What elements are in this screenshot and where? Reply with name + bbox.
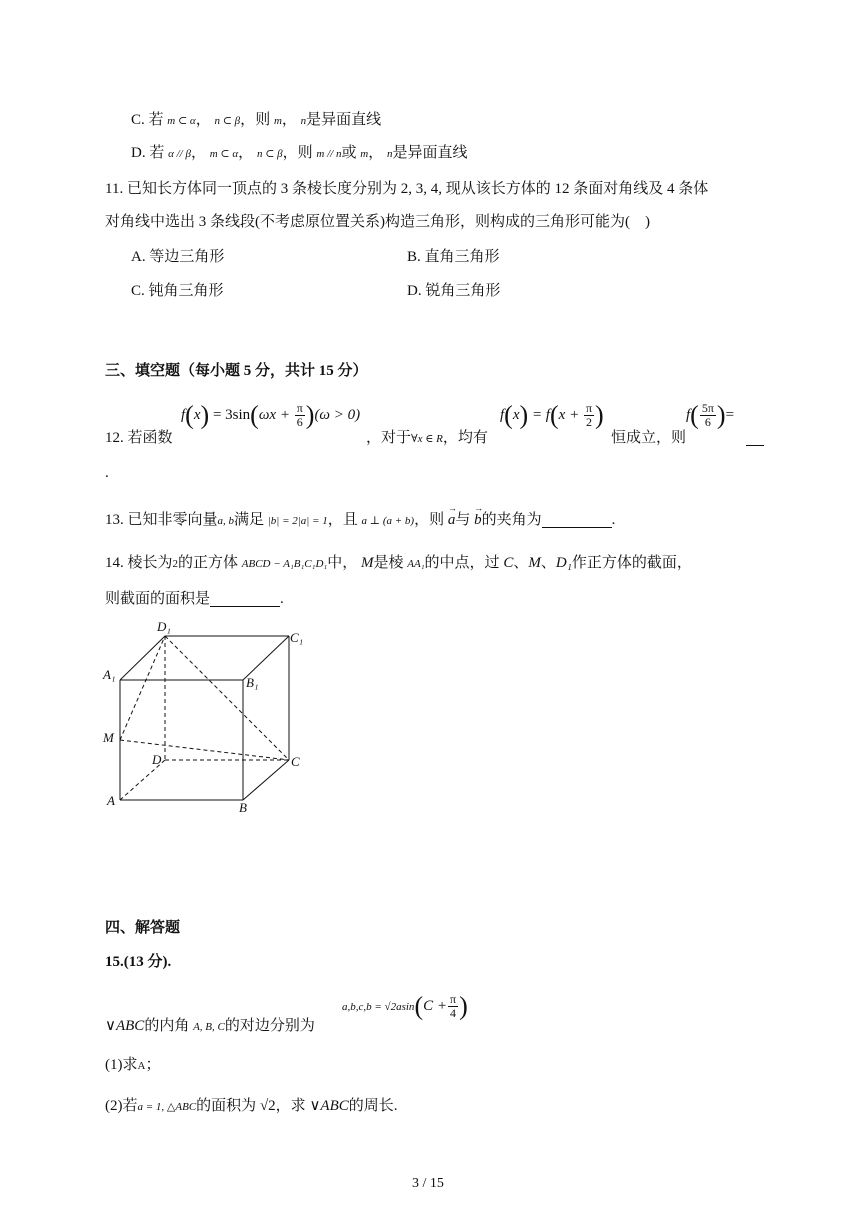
q11-option-a: A. 等边三角形 bbox=[131, 249, 225, 265]
q15-condition: a,b,c,b = √2asin(C + $\frac{\pi}{4}$ ) bbox=[342, 991, 468, 1021]
q13-answer-blank[interactable] bbox=[542, 513, 612, 528]
edge-b-c bbox=[243, 760, 289, 800]
q10d-conclusion: 是异面直线 bbox=[392, 145, 468, 161]
dashed-d1-c bbox=[165, 636, 289, 760]
q14-answer-blank[interactable] bbox=[210, 592, 280, 607]
q12-f3: f bbox=[686, 407, 691, 424]
q13-vector-a: → a bbox=[448, 513, 456, 528]
q12-answer-blank[interactable] bbox=[746, 444, 764, 446]
q12-label: 12. 若函数 bbox=[105, 430, 173, 446]
q10c-label: C. 若 bbox=[131, 112, 164, 128]
q14-midpoint-through: 的中点，过 bbox=[424, 555, 500, 571]
q10c-conclusion: 是异面直线 bbox=[306, 112, 382, 128]
q14-point-c: C bbox=[503, 555, 514, 571]
q13-magnitude-cond: |b| = 2|a| = 1 bbox=[267, 515, 328, 527]
q15-sqrt2: √2 bbox=[259, 1098, 276, 1114]
q15-c-plus: C + bbox=[423, 998, 447, 1015]
q15-inner-angles: 的内角 bbox=[144, 1018, 190, 1034]
q14-point-m2: M bbox=[528, 555, 541, 571]
q12-function-def: f(x) = 3sin(ωx + $\frac{\pi}{6}$ )(ω > 0) bbox=[181, 400, 361, 430]
q13-vectors: a, b bbox=[217, 515, 235, 527]
q13-label: 13. 已知非零向量 bbox=[105, 512, 218, 528]
q14-section-text: 作正方体的截面， bbox=[571, 555, 692, 571]
label-c1: C₁ bbox=[290, 630, 304, 645]
label-a: A bbox=[107, 793, 115, 808]
q10d-m: m bbox=[360, 148, 369, 160]
q12-omega-x: ωx + bbox=[258, 407, 290, 424]
q12-forall: ∀x ∈ R bbox=[411, 433, 443, 445]
q11-option-d: D. 锐角三角形 bbox=[407, 283, 501, 299]
q10d-or: 或 bbox=[341, 145, 357, 161]
q13 bbox=[105, 513, 615, 528]
q13-vector-b: → b bbox=[474, 513, 482, 528]
q14-cube-name: ABCD − A₁B₁C₁D₁ bbox=[241, 558, 328, 570]
q14-is-edge: 是棱 bbox=[373, 555, 404, 571]
q15-head: 15.(13 分). bbox=[105, 954, 172, 970]
q12-equals: = bbox=[725, 407, 735, 424]
q13-perp-cond: a ⊥ (a + b) bbox=[361, 515, 415, 527]
q10c-n: n bbox=[300, 115, 307, 127]
section-3-heading: 三、填空题（每小题 5 分，共计 15 分） bbox=[105, 363, 368, 379]
q13-satisfy: 满足 bbox=[234, 512, 265, 528]
q12-pi-over-6: $\frac{\pi}{6}$ bbox=[296, 401, 303, 430]
q15-triangle2: ∨ABC bbox=[309, 1098, 349, 1114]
q12-have: ，均有 bbox=[442, 430, 488, 446]
q14-cube-text: 的正方体 bbox=[178, 555, 239, 571]
q12-forall-text bbox=[366, 431, 488, 446]
label-b: B bbox=[239, 800, 247, 815]
section-4-heading: 四、解答题 bbox=[105, 920, 181, 936]
q10d-m-parallel-n: m // n bbox=[316, 148, 342, 160]
q12-holds-then: 恒成立，则 bbox=[611, 430, 687, 446]
q11-option-b: B. 直角三角形 bbox=[407, 249, 500, 265]
q10d-n-subset-beta: n ⊂ β bbox=[256, 148, 283, 160]
q14-in: 中， bbox=[327, 555, 358, 571]
label-b1: B₁ bbox=[246, 675, 259, 690]
q14-label: 14. 棱长为 bbox=[105, 555, 173, 571]
q10c-m: m bbox=[273, 115, 282, 127]
page-number: 3 / 15 bbox=[412, 1176, 444, 1191]
q14-point-m: M bbox=[361, 555, 374, 571]
edge-b1-c1 bbox=[243, 636, 289, 680]
q12-x: x bbox=[193, 407, 201, 424]
q12-trailing-dot: . bbox=[105, 465, 109, 481]
q15-triangle: ∨ABC bbox=[105, 1018, 145, 1034]
q15-part2-find: ，求 bbox=[275, 1098, 306, 1114]
dashed-m-c bbox=[120, 740, 289, 760]
q12-x2: x bbox=[512, 407, 520, 424]
q15-statement bbox=[105, 1019, 315, 1034]
q12-x-plus: x + bbox=[558, 407, 580, 424]
q14-edge-length: 2 bbox=[172, 558, 179, 570]
label-c: C bbox=[291, 754, 300, 769]
q10d-label: D. 若 bbox=[131, 145, 165, 161]
q12-f2: f bbox=[500, 407, 505, 424]
edge-a1-d1 bbox=[120, 636, 165, 680]
cube-figure bbox=[100, 615, 320, 820]
q15-perimeter: 的周长. bbox=[348, 1098, 398, 1114]
q15-part1-a: A bbox=[137, 1060, 146, 1072]
q12-evaluate: f( $\frac{5\pi}{6}$ )= bbox=[686, 400, 735, 430]
q15-part2-area: 的面积为 bbox=[196, 1098, 257, 1114]
q14-area-text: 则截面的面积是 bbox=[105, 591, 211, 607]
label-a1: A₁ bbox=[103, 667, 116, 682]
label-d: D bbox=[152, 752, 162, 767]
q12-5pi-over-6: $\frac{5\pi}{6}$ bbox=[701, 401, 714, 430]
q10c-n-subset-beta: n ⊂ β bbox=[214, 115, 241, 127]
q10-option-c: C. 若 m ⊂ α， n ⊂ β，则 m， n是异面直线 bbox=[131, 112, 382, 128]
q10c-then: 则 bbox=[255, 112, 271, 128]
label-d1: D₁ bbox=[157, 619, 171, 634]
q10-option-d: D. 若 α // β， m ⊂ α， n ⊂ β，则 m // n或 m， n是异面直线 bbox=[131, 145, 468, 161]
q13-and: ，且 bbox=[327, 512, 358, 528]
q15-part2 bbox=[105, 1099, 398, 1114]
q14-line1: 14. 棱长为2的正方体 ABCD − A₁B₁C₁D₁中， M是棱 AA₁的中点，过 C、M、D₁作正方体的截面， bbox=[105, 555, 692, 571]
q12-pi-over-2: $\frac{\pi}{2}$ bbox=[585, 401, 592, 430]
q12-for: ，对于 bbox=[366, 430, 412, 446]
q13-period: . bbox=[611, 512, 616, 528]
q15-part2-label: (2)若 bbox=[105, 1098, 138, 1114]
q15-sides-eq: a,b,c,b = √2asin bbox=[342, 1001, 415, 1014]
q14-edge-aa1: AA₁ bbox=[407, 558, 425, 570]
q15-part1: (1)求A； bbox=[105, 1057, 161, 1073]
q10d-n: n bbox=[386, 148, 393, 160]
q15-part1-label: (1)求 bbox=[105, 1057, 138, 1073]
q14-point-d1: D₁ bbox=[555, 555, 572, 571]
q12-3sin: = 3sin bbox=[212, 407, 251, 424]
q15-part2-cond: a = 1, △ABC bbox=[137, 1101, 197, 1113]
q10c-m-subset-alpha: m ⊂ α bbox=[167, 115, 196, 127]
q12-eq-f: = f bbox=[531, 407, 550, 424]
q12-periodicity: f(x) = f(x + $\frac{\pi}{2}$ ) bbox=[500, 400, 604, 430]
q11-option-c: C. 钝角三角形 bbox=[131, 283, 224, 299]
q13-then: ，则 bbox=[414, 512, 445, 528]
q15-heading bbox=[105, 955, 171, 970]
q12-f: f bbox=[181, 407, 186, 424]
q14-period: . bbox=[280, 591, 284, 607]
q13-with: 与 bbox=[455, 512, 471, 528]
q11-line2: 对角线中选出 3 条线段(不考虑原位置关系)构造三角形，则构成的三角形可能为( ) bbox=[105, 214, 650, 230]
q15-angles: A, B, C bbox=[193, 1021, 225, 1033]
q10d-alpha-parallel-beta: α // β bbox=[168, 148, 191, 160]
q11-line1: 11. 已知长方体同一顶点的 3 条棱长度分别为 2, 3, 4, 现从该长方体的 12 条面对角线及 4 条体 bbox=[105, 181, 709, 197]
dashed-m-d1 bbox=[120, 636, 165, 740]
q10d-m-subset-alpha: m ⊂ α bbox=[209, 148, 239, 160]
label-m: M bbox=[103, 730, 114, 745]
q12-omega-positive: (ω > 0) bbox=[314, 407, 361, 424]
q10d-then: 则 bbox=[297, 145, 313, 161]
q15-opposite-sides: 的对边分别为 bbox=[224, 1018, 315, 1034]
q13-angle-text: 的夹角为 bbox=[481, 512, 542, 528]
q15-pi-over-4: $\frac{\pi}{4}$ bbox=[450, 992, 457, 1021]
q14-line2 bbox=[105, 592, 284, 607]
